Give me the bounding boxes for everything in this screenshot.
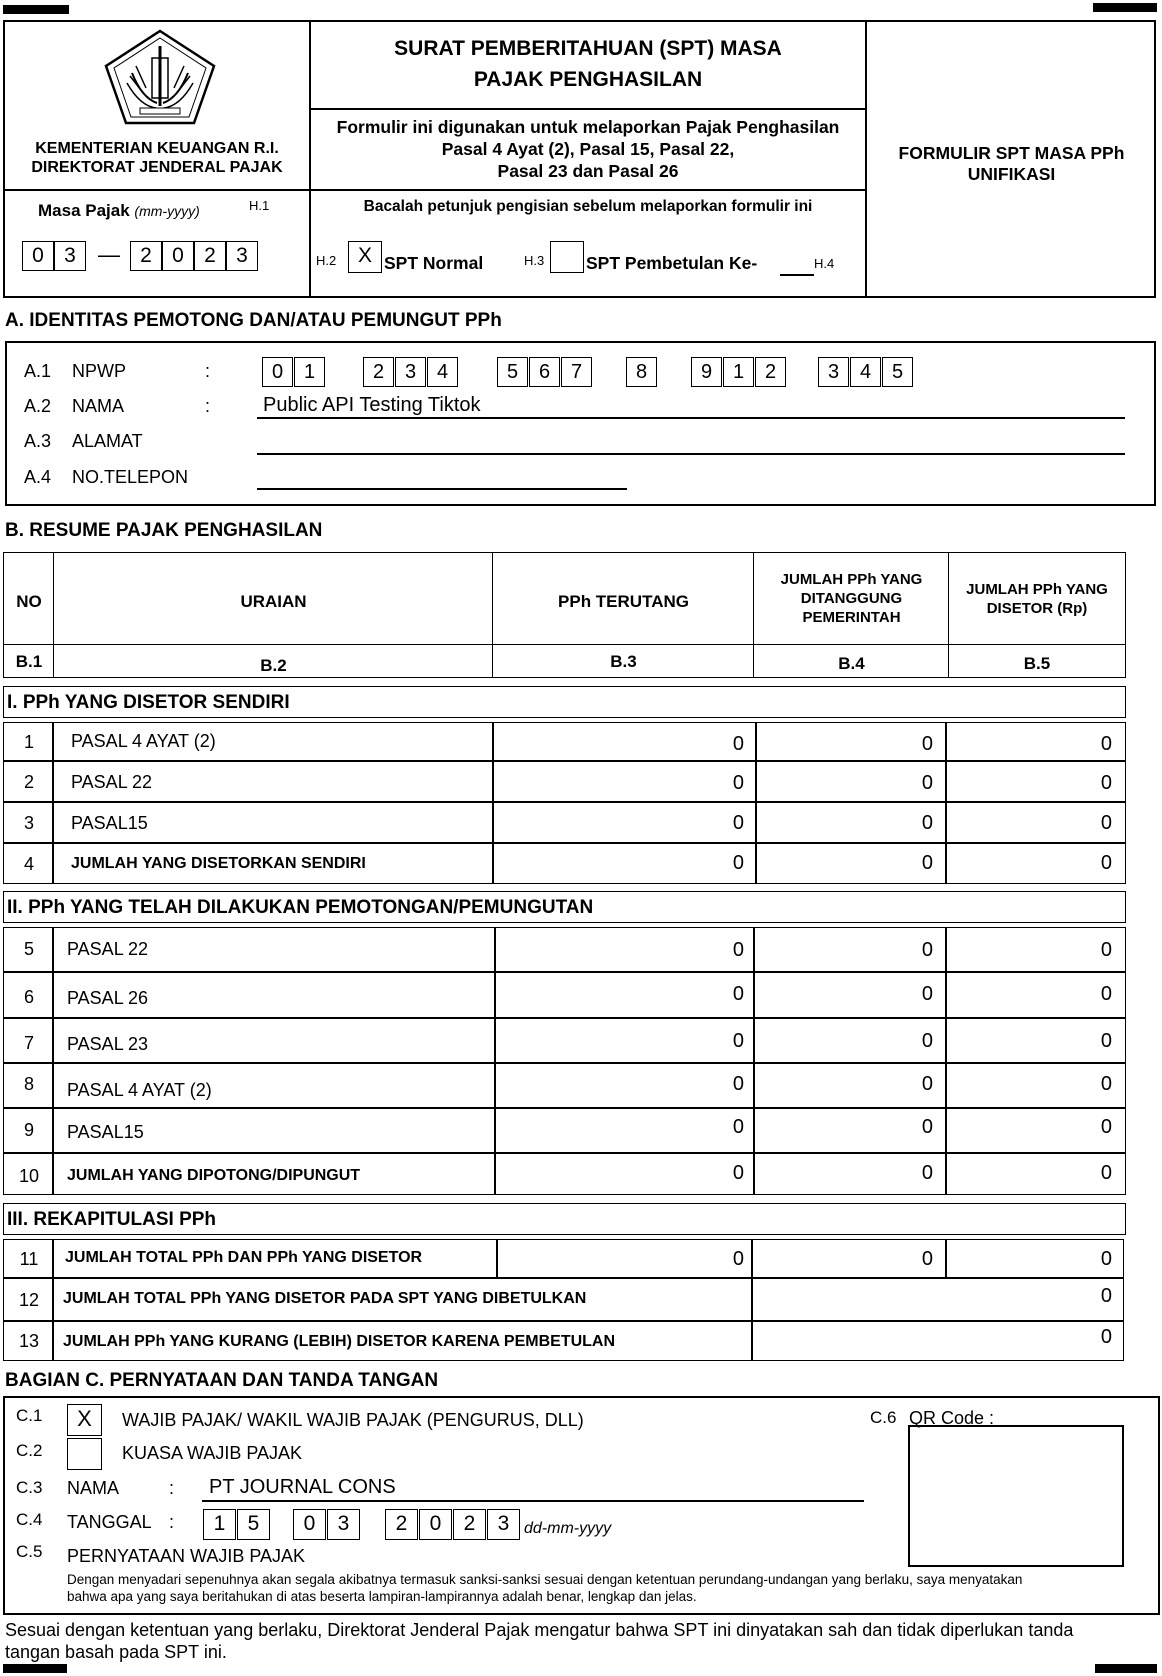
c4-colon: : (169, 1512, 175, 1532)
form-description-line3: Pasal 23 dan Pasal 26 (497, 161, 679, 181)
npwp-digit[interactable]: 5 (882, 357, 913, 387)
header-uraian: URAIAN (240, 592, 307, 611)
npwp-digit[interactable]: 1 (723, 357, 754, 387)
npwp-digit[interactable]: 7 (561, 357, 592, 387)
b4-value[interactable]: 0 (921, 1073, 933, 1095)
b5-value[interactable]: 0 (1100, 772, 1112, 794)
a4-label: NO.TELEPON (72, 467, 189, 487)
alamat-line (257, 453, 1125, 455)
h1-code: H.1 (249, 198, 270, 213)
spt-pembetulan-label: SPT Pembetulan Ke- (586, 253, 758, 273)
npwp-digit[interactable]: 3 (395, 357, 426, 387)
a1-code: A.1 (24, 361, 52, 381)
c3-nama-value[interactable]: PT JOURNAL CONS (209, 1476, 396, 1498)
form-name-line2: UNIFIKASI (967, 164, 1056, 184)
b3-value[interactable]: 0 (732, 733, 744, 755)
row-no: 8 (23, 1074, 34, 1094)
b3-value[interactable]: 0 (732, 1030, 744, 1052)
row-no: 9 (23, 1120, 34, 1140)
form-title-line1: SURAT PEMBERITAHUAN (SPT) MASA (394, 37, 782, 60)
c3-code: C.3 (16, 1478, 43, 1497)
row-label: PASAL 22 (67, 939, 149, 959)
row-no: 4 (23, 854, 34, 874)
group-1-title: I. PPh YANG DISETOR SENDIRI (7, 692, 290, 713)
a3-code: A.3 (24, 431, 52, 451)
npwp-digit[interactable]: 2 (755, 357, 786, 387)
b5-value[interactable]: 0 (1100, 812, 1112, 834)
b4-value[interactable]: 0 (921, 983, 933, 1005)
b3-value[interactable]: 0 (732, 852, 744, 874)
b3-value[interactable]: 0 (732, 772, 744, 794)
c2-code: C.2 (16, 1441, 43, 1460)
b4-value[interactable]: 0 (921, 1162, 933, 1184)
footer-line1: Sesuai dengan ketentuan yang berlaku, Direktorat Jenderal Pajak mengatur bahwa SPT ini dinyatakan sah dan tidak diperlukan tanda (5, 1620, 1074, 1640)
b5-value[interactable]: 0 (1100, 983, 1112, 1005)
b4-value[interactable]: 0 (921, 852, 933, 874)
header-ditanggung-1: JUMLAH PPh YANG (780, 571, 923, 588)
row-no: 2 (23, 772, 34, 792)
form-description-line2: Pasal 4 Ayat (2), Pasal 15, Pasal 22, (441, 139, 735, 159)
section-b-title: B. RESUME PAJAK PENGHASILAN (5, 520, 323, 541)
b5-value[interactable]: 0 (1100, 1248, 1112, 1270)
c1-label: WAJIB PAJAK/ WAKIL WAJIB PAJAK (PENGURUS, DLL) (122, 1410, 584, 1430)
a3-label: ALAMAT (72, 431, 143, 451)
group-3-title: III. REKAPITULASI PPh (7, 1209, 217, 1230)
b3-value[interactable]: 0 (732, 1116, 744, 1138)
npwp-digit[interactable]: 4 (850, 357, 881, 387)
masa-pajak-label: Masa Pajak (mm-yyyy) (38, 201, 200, 220)
tanggal-digit[interactable]: 0 (419, 1509, 452, 1540)
b5-value[interactable]: 0 (1100, 1073, 1112, 1095)
h3-code: H.3 (524, 253, 545, 268)
b5-value[interactable]: 0 (1100, 1285, 1112, 1307)
npwp-digit[interactable]: 6 (529, 357, 560, 387)
c5-label: PERNYATAAN WAJIB PAJAK (67, 1546, 306, 1566)
header-ditanggung-3: PEMERINTAH (802, 609, 901, 626)
header-disetor-2: DISETOR (Rp) (986, 600, 1088, 617)
npwp-digit[interactable]: 9 (691, 357, 722, 387)
nama-value[interactable]: Public API Testing Tiktok (263, 394, 481, 416)
npwp-digit[interactable]: 2 (363, 357, 394, 387)
row-no: 5 (23, 939, 34, 959)
b5-value[interactable]: 0 (1100, 733, 1112, 755)
c3-label: NAMA (67, 1478, 120, 1498)
code-b5: B.5 (1023, 654, 1051, 673)
row-label: JUMLAH PPh YANG KURANG (LEBIH) DISETOR KARENA PEMBETULAN (63, 1333, 616, 1350)
row-no: 1 (23, 732, 34, 752)
tanggal-digit[interactable]: 5 (237, 1509, 270, 1540)
b5-value[interactable]: 0 (1100, 1116, 1112, 1138)
c4-date-format: dd-mm-yyyy (524, 1520, 612, 1537)
b4-value[interactable]: 0 (921, 772, 933, 794)
row-no: 6 (23, 987, 34, 1007)
telepon-line (257, 488, 627, 490)
b4-value[interactable]: 0 (921, 1248, 933, 1270)
a1-colon: : (205, 361, 211, 381)
npwp-digit[interactable]: 5 (497, 357, 528, 387)
header-cell-disetor (948, 552, 1126, 646)
spt-pembetulan-checkbox[interactable] (550, 241, 584, 273)
a1-label: NPWP (72, 361, 126, 381)
b5-value[interactable]: 0 (1100, 1326, 1112, 1348)
b5-value[interactable]: 0 (1100, 852, 1112, 874)
group-2-title: II. PPh YANG TELAH DILAKUKAN PEMOTONGAN/PEMUNGUTAN (7, 897, 594, 918)
a2-label: NAMA (72, 396, 125, 416)
form-name-line1: FORMULIR SPT MASA PPh (898, 143, 1125, 163)
a4-code: A.4 (24, 467, 52, 487)
header-disetor-1: JUMLAH PPh YANG (966, 581, 1108, 598)
a2-colon: : (205, 396, 211, 416)
footer-line2: tangan basah pada SPT ini. (5, 1642, 227, 1662)
masa-dash: — (98, 242, 120, 267)
row-label: JUMLAH YANG DISETORKAN SENDIRI (71, 855, 366, 872)
c3-nama-line (202, 1500, 864, 1502)
tanggal-digit[interactable]: 0 (293, 1509, 326, 1540)
ministry-name-line1: KEMENTERIAN KEUANGAN R.I. (35, 140, 279, 157)
code-b4: B.4 (838, 654, 865, 673)
c1-code: C.1 (16, 1406, 43, 1425)
tanggal-digit[interactable]: 1 (203, 1509, 236, 1540)
b4-value[interactable]: 0 (921, 733, 933, 755)
c1-checkbox[interactable]: X (67, 1404, 102, 1436)
tanggal-digit[interactable]: 3 (327, 1509, 360, 1540)
npwp-digit[interactable]: 4 (427, 357, 458, 387)
header-terutang: PPh TERUTANG (558, 592, 689, 611)
masa-digit[interactable]: 0 (162, 241, 194, 271)
c2-label: KUASA WAJIB PAJAK (122, 1443, 303, 1463)
row-label: PASAL15 (67, 1122, 144, 1142)
row-no: 3 (23, 813, 34, 833)
c6-code: C.6 (870, 1408, 897, 1427)
b4-value[interactable]: 0 (921, 939, 933, 961)
header-ditanggung-2: DITANGGUNG (800, 590, 903, 607)
row-no: 13 (18, 1331, 40, 1351)
row-label: PASAL 23 (67, 1034, 149, 1054)
b3-value[interactable]: 0 (732, 1162, 744, 1184)
qr-code-label: QR Code : (909, 1408, 995, 1428)
npwp-digit[interactable]: 3 (818, 357, 849, 387)
masa-digit[interactable]: 3 (54, 241, 86, 271)
b5-value[interactable]: 0 (1100, 1162, 1112, 1184)
masa-digit[interactable]: 0 (22, 241, 54, 271)
section-a-title: A. IDENTITAS PEMOTONG DAN/ATAU PEMUNGUT PPh (5, 310, 502, 331)
row-label: PASAL 4 AYAT (2) (71, 731, 216, 751)
statement-line1: Dengan menyadari sepenuhnya akan segala akibatnya termasuk sanksi-sanksi sesuai dengan ketentuan perundang-undangan yang berlaku, saya menyatakan (67, 1572, 1023, 1587)
b3-value[interactable]: 0 (732, 1248, 744, 1270)
npwp-digit[interactable]: 1 (294, 357, 325, 387)
row-no: 12 (18, 1290, 40, 1310)
b5-value[interactable]: 0 (1100, 939, 1112, 961)
pembetulan-number-line[interactable] (780, 274, 814, 276)
row-label: PASAL 4 AYAT (2) (67, 1080, 212, 1100)
tanggal-digit[interactable]: 2 (453, 1509, 486, 1540)
row-label: PASAL 22 (71, 772, 153, 792)
c3-colon: : (169, 1478, 175, 1498)
instruction-text: Bacalah petunjuk pengisian sebelum melaporkan formulir ini (363, 198, 813, 215)
npwp-digit[interactable]: 8 (626, 357, 657, 387)
b3-value[interactable]: 0 (732, 1073, 744, 1095)
code-b3: B.3 (610, 652, 637, 671)
h4-code: H.4 (814, 256, 835, 271)
masa-digit[interactable]: 2 (130, 241, 162, 271)
section-c-title: BAGIAN C. PERNYATAAN DAN TANDA TANGAN (5, 1370, 439, 1391)
row-label: JUMLAH TOTAL PPh YANG DISETOR PADA SPT YANG DIBETULKAN (63, 1290, 587, 1307)
row-no: 10 (18, 1166, 40, 1186)
code-b1: B.1 (15, 652, 43, 671)
b4-value[interactable]: 0 (921, 1116, 933, 1138)
c4-code: C.4 (16, 1510, 43, 1529)
code-b2: B.2 (260, 656, 287, 675)
spt-normal-label: SPT Normal (384, 253, 484, 273)
b3-value[interactable]: 0 (732, 983, 744, 1005)
h2-code: H.2 (316, 253, 337, 268)
corner-marker-bottom-right (1095, 1664, 1157, 1673)
a2-code: A.2 (24, 396, 52, 416)
row-no: 7 (23, 1033, 34, 1053)
b3-value[interactable]: 0 (732, 939, 744, 961)
row-no: 11 (19, 1249, 39, 1269)
spt-normal-checkbox[interactable]: X (348, 241, 382, 273)
row-label: JUMLAH TOTAL PPh DAN PPh YANG DISETOR (65, 1249, 423, 1266)
nama-line (257, 417, 1125, 419)
masa-digit[interactable]: 2 (194, 241, 226, 271)
form-title-line2: PAJAK PENGHASILAN (473, 68, 703, 91)
row-label: JUMLAH YANG DIPOTONG/DIPUNGUT (67, 1167, 361, 1184)
b3-value[interactable]: 0 (732, 812, 744, 834)
ministry-logo (102, 28, 218, 126)
row-label: PASAL15 (71, 813, 148, 833)
corner-marker-top-left (3, 5, 69, 14)
c2-checkbox[interactable] (67, 1438, 102, 1470)
npwp-digit[interactable]: 0 (262, 357, 293, 387)
b4-value[interactable]: 0 (921, 1030, 933, 1052)
corner-marker-top-right (1093, 3, 1157, 12)
table-row (3, 927, 1126, 1195)
masa-digit[interactable]: 3 (226, 241, 258, 271)
b4-value[interactable]: 0 (921, 812, 933, 834)
statement-line2: bahwa apa yang saya beritahukan di atas beserta lampiran-lampirannya adalah benar, lengkap dan jelas. (67, 1589, 697, 1604)
row-label: PASAL 26 (67, 988, 149, 1008)
header-no: NO (16, 592, 42, 611)
tanggal-digit[interactable]: 2 (385, 1509, 418, 1540)
b5-value[interactable]: 0 (1100, 1030, 1112, 1052)
qr-code-box (908, 1425, 1124, 1567)
ministry-name-line2: DIREKTORAT JENDERAL PAJAK (31, 159, 283, 176)
c5-code: C.5 (16, 1542, 43, 1561)
tanggal-digit[interactable]: 3 (487, 1509, 520, 1540)
corner-marker-bottom-left (3, 1664, 67, 1673)
form-description-line1: Formulir ini digunakan untuk melaporkan Pajak Penghasilan (336, 117, 840, 137)
c4-label: TANGGAL (67, 1512, 152, 1532)
